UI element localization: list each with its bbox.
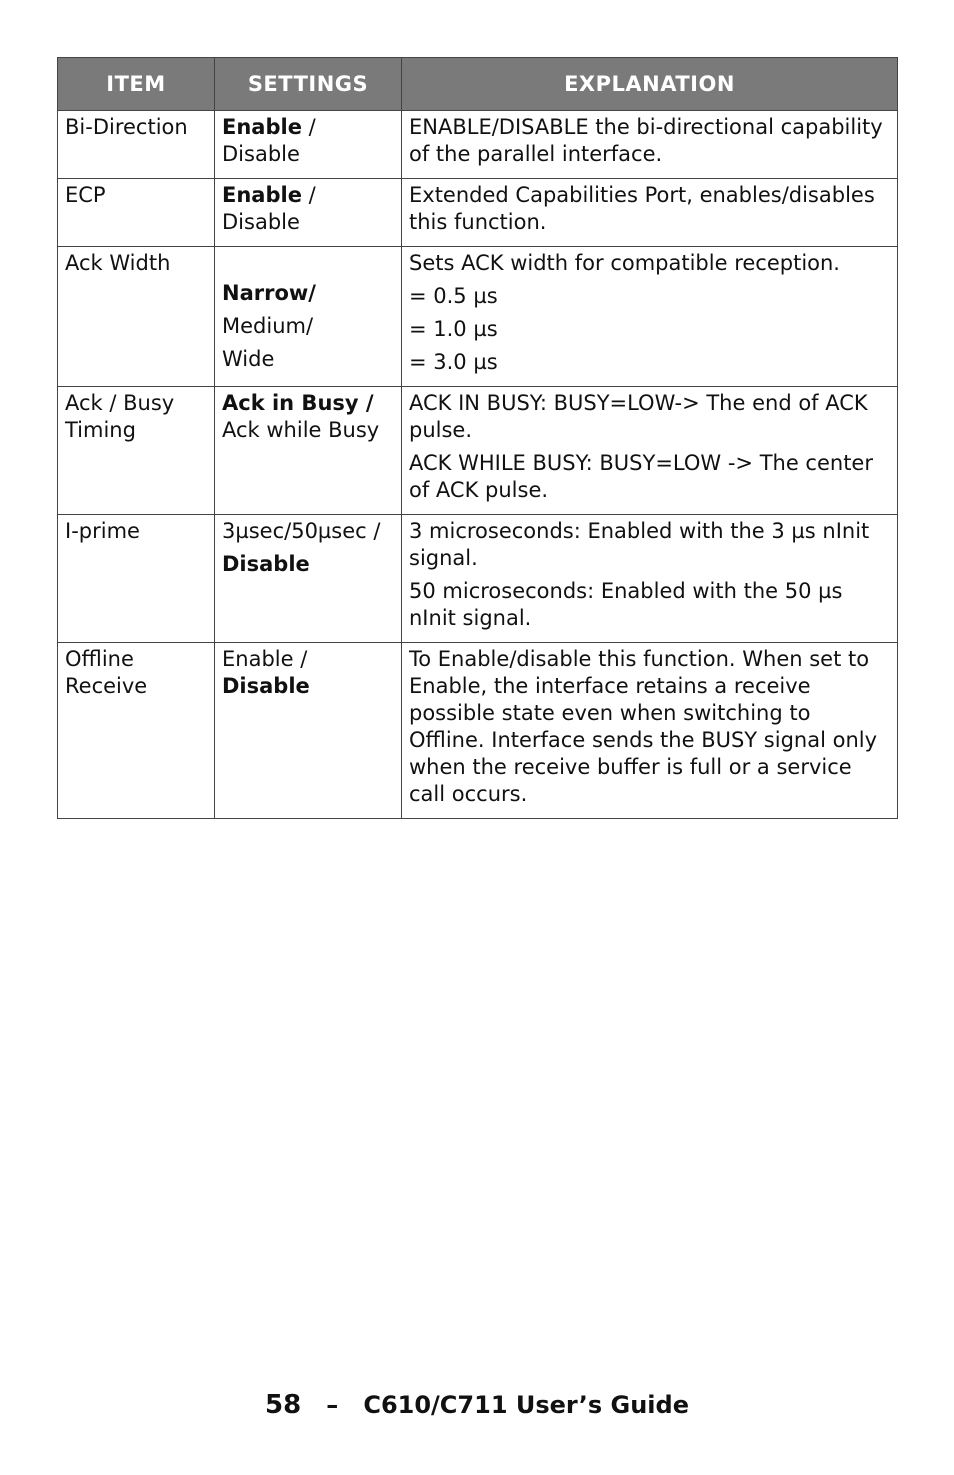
other-setting: / Disable bbox=[222, 115, 316, 166]
explanation-cell bbox=[402, 111, 898, 179]
header-explanation: EXPLANATION bbox=[402, 58, 898, 111]
default-setting: Enable bbox=[222, 115, 302, 139]
explanation-cell bbox=[402, 247, 898, 387]
table-row bbox=[58, 643, 898, 819]
table-header-row bbox=[58, 58, 898, 111]
table-row bbox=[58, 111, 898, 179]
explanation-text: Sets ACK width for compatible reception. bbox=[409, 251, 840, 275]
table-row bbox=[58, 515, 898, 643]
settings-cell bbox=[215, 111, 402, 179]
page-number: 58 bbox=[264, 1390, 302, 1420]
settings-cell bbox=[215, 515, 402, 643]
settings-cell bbox=[215, 247, 402, 387]
settings-table bbox=[57, 57, 898, 819]
page-footer bbox=[0, 1390, 954, 1420]
cell-spacer bbox=[222, 250, 394, 274]
guide-title: C610/C711 User’s Guide bbox=[363, 1391, 689, 1419]
item-cell: Bi-Direction bbox=[58, 111, 215, 179]
settings-cell bbox=[215, 643, 402, 819]
table-row bbox=[58, 179, 898, 247]
explanation-text: 3 microseconds: Enabled with the 3 µs nInit signal. bbox=[409, 519, 870, 570]
other-setting: Enable / bbox=[222, 647, 308, 671]
item-cell: ECP bbox=[58, 179, 215, 247]
default-setting: Disable bbox=[222, 552, 310, 576]
explanation-text: ENABLE/DISABLE the bi-directional capability of the parallel interface. bbox=[409, 115, 883, 166]
table-row bbox=[58, 247, 898, 387]
settings-cell bbox=[215, 387, 402, 515]
explanation-text: = 0.5 µs bbox=[409, 284, 498, 308]
explanation-text: ACK WHILE BUSY: BUSY=LOW -> The center of ACK pulse. bbox=[409, 451, 873, 502]
settings-cell bbox=[215, 179, 402, 247]
other-setting: Medium/ bbox=[222, 314, 314, 338]
item-cell: Offline Receive bbox=[58, 643, 215, 819]
header-settings: SETTINGS bbox=[215, 58, 402, 111]
explanation-cell bbox=[402, 179, 898, 247]
explanation-text: Extended Capabilities Port, enables/disables this function. bbox=[409, 183, 875, 234]
other-setting: / Disable bbox=[222, 183, 316, 234]
explanation-cell bbox=[402, 387, 898, 515]
item-cell: Ack / Busy Timing bbox=[58, 387, 215, 515]
explanation-text: ACK IN BUSY: BUSY=LOW-> The end of ACK pulse. bbox=[409, 391, 868, 442]
default-setting: Ack in Busy / bbox=[222, 391, 374, 415]
item-cell: Ack Width bbox=[58, 247, 215, 387]
other-setting: Wide bbox=[222, 347, 275, 371]
default-setting: Enable bbox=[222, 183, 302, 207]
explanation-cell bbox=[402, 643, 898, 819]
footer-separator: – bbox=[326, 1391, 339, 1419]
header-item: ITEM bbox=[58, 58, 215, 111]
default-setting: Narrow/ bbox=[222, 281, 316, 305]
explanation-text: To Enable/disable this function. When set to Enable, the interface retains a receive possible state even when switching to Offline. Interface sends the BUSY signal only when the receive buffer is full or a service call occurs. bbox=[409, 647, 878, 806]
table-row bbox=[58, 387, 898, 515]
explanation-text: = 1.0 µs bbox=[409, 317, 498, 341]
explanation-cell bbox=[402, 515, 898, 643]
explanation-text: = 3.0 µs bbox=[409, 350, 498, 374]
explanation-text: 50 microseconds: Enabled with the 50 µs nInit signal. bbox=[409, 579, 843, 630]
other-setting: 3µsec/50µsec / bbox=[222, 519, 381, 543]
item-cell: I-prime bbox=[58, 515, 215, 643]
default-setting: Disable bbox=[222, 674, 310, 698]
other-setting: Ack while Busy bbox=[222, 418, 380, 442]
